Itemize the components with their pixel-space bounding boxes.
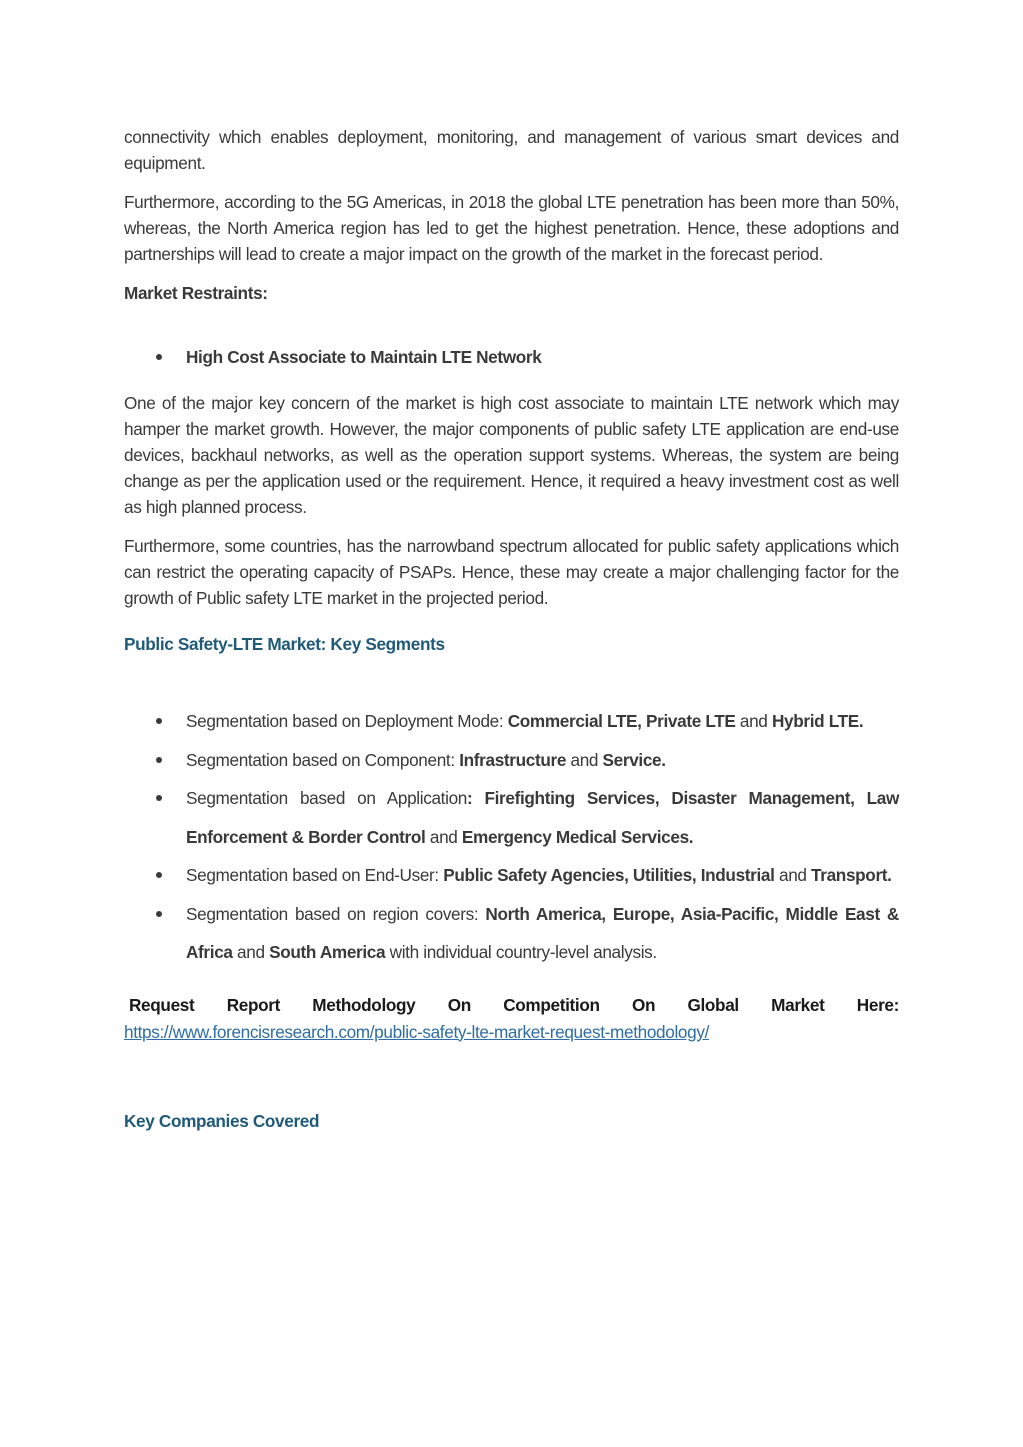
restraints-list: [124, 344, 899, 370]
segment-bold-values: Transport.: [811, 865, 892, 885]
segment-connector: and: [232, 942, 270, 962]
segment-bold-values: Public Safety Agencies, Utilities, Industrial: [443, 865, 775, 885]
request-methodology-text: Request Report Methodology On Competition On Global Market Here:: [129, 994, 899, 1015]
segment-connector: and: [566, 749, 603, 770]
segment-item-component: [124, 741, 899, 780]
market-restraints-heading: Market Restraints:: [124, 283, 268, 303]
bullet-icon: [156, 795, 162, 801]
restraint-item-label: High Cost Associate to Maintain LTE Network: [186, 347, 542, 367]
segment-bold-values: North America, Europe, Asia-Pacific, Middle East & Africa: [186, 903, 899, 962]
segment-prefix: Segmentation based on End-User:: [186, 865, 444, 885]
segment-bold-values: Infrastructure: [459, 749, 567, 770]
key-segments-heading: Public Safety-LTE Market: Key Segments: [124, 634, 445, 654]
bullet-icon: [156, 757, 162, 763]
segment-prefix: Segmentation based on Deployment Mode:: [186, 711, 508, 731]
segments-list: [124, 702, 899, 972]
segment-connector: and: [425, 826, 462, 847]
segment-bold-values: : Firefighting Services, Disaster Management, Law Enforcement & Border Control: [186, 788, 900, 847]
segment-connector: and: [735, 711, 772, 731]
restraint-item: [124, 344, 899, 370]
segment-bold-values: Hybrid LTE.: [771, 711, 864, 731]
key-companies-heading: Key Companies Covered: [124, 1110, 320, 1131]
segment-suffix: with individual country-level analysis.: [385, 942, 657, 962]
segment-bold-values: Service.: [602, 749, 666, 770]
bullet-icon: [156, 354, 162, 360]
paragraph-connectivity: connectivity which enables deployment, monitoring, and management of various smart devices and equipment.: [124, 127, 899, 173]
segment-item-end-user: [124, 856, 899, 895]
segment-connector: and: [774, 865, 812, 885]
segment-item-deployment: [124, 702, 899, 741]
segment-bold-values: Commercial LTE, Private LTE: [507, 711, 736, 731]
bullet-icon: [156, 872, 162, 878]
segment-prefix: Segmentation based on Component:: [186, 749, 460, 770]
segment-prefix: Segmentation based on region covers:: [186, 903, 486, 924]
paragraph-high-cost: One of the major key concern of the market is high cost associate to maintain LTE network which may hamper the market growth. However, the major components of public safety LTE application are end-use devices, backhaul networks, as well as the operation support systems. Whereas, the system are being change as per the application used or the requirement. Hence, it required a heavy investment cost as well as high planned process.: [124, 393, 899, 517]
request-methodology-link[interactable]: https://www.forencisresearch.com/public-safety-lte-market-request-methodology/: [124, 1021, 710, 1042]
bullet-icon: [156, 718, 162, 724]
bullet-icon: [156, 911, 162, 917]
paragraph-5g-americas: Furthermore, according to the 5G Americas, in 2018 the global LTE penetration has been more than 50%, whereas, the North America region has led to get the highest penetration. Hence, these adoptions and partnerships will lead to create a major impact on the growth of the market in the forecast period.: [124, 192, 899, 264]
segment-bold-values: South America: [269, 942, 386, 962]
segment-bold-values: Emergency Medical Services.: [461, 826, 694, 847]
segment-item-application: [124, 779, 899, 856]
segment-prefix: Segmentation based on Application: [186, 788, 467, 808]
document-page: [124, 124, 899, 1134]
segment-item-region: [124, 895, 899, 972]
paragraph-narrowband: Furthermore, some countries, has the narrowband spectrum allocated for public safety applications which can restrict the operating capacity of PSAPs. Hence, these may create a major challenging factor for the growth of Public safety LTE market in the projected period.: [124, 536, 899, 608]
